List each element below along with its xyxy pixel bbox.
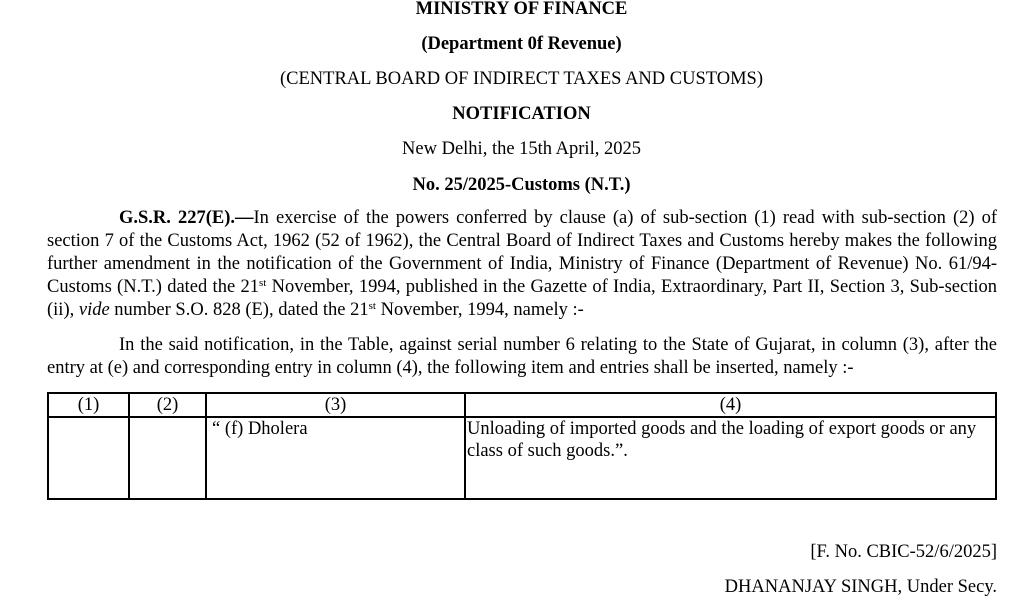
- cell-serial: [48, 417, 129, 499]
- cell-purpose: Unloading of imported goods and the loading of export goods or any class of such goods.”.: [465, 417, 996, 499]
- paragraph-1-text-d: November, 1994, namely :-: [375, 300, 584, 320]
- paragraph-1-text-b: November, 1994, published in the Gazette of India, Extraordinary, Part II, Section 3, Sub-section (ii),: [47, 277, 997, 320]
- table-header-row: [48, 393, 996, 417]
- cell-item: “ (f) Dholera: [206, 417, 465, 499]
- signatory: DHANANJAY SINGH, Under Secy.: [724, 577, 997, 597]
- ministry-heading: MINISTRY OF FINANCE: [415, 0, 628, 19]
- column-header-3: (3): [206, 393, 465, 417]
- paragraph-2: [47, 334, 997, 380]
- paragraph-1: [47, 207, 997, 322]
- paragraph-1-text-a: In exercise of the powers conferred by clause (a) of sub-section (1) read with sub-section (2) of section 7 of the Customs Act, 1962 (52 of 1962), the Central Board of Indirect Taxes and Customs hereby makes the following further amendment in the notification of the Government of India, Ministry of Finance (Department of Revenue) No. 61/94-Customs (N.T.) dated the 21: [47, 208, 998, 297]
- cell-state: [129, 417, 206, 499]
- file-number: [F. No. CBIC-52/6/2025]: [810, 542, 997, 562]
- department-heading: (Department 0f Revenue): [421, 34, 622, 54]
- vide-word: vide: [78, 300, 110, 320]
- column-header-1: (1): [48, 393, 129, 417]
- ordinal-suffix-1: st: [258, 277, 267, 289]
- board-heading: (CENTRAL BOARD OF INDIRECT TAXES AND CUSTOMS): [280, 69, 763, 89]
- gsr-reference: G.S.R. 227(E).—: [119, 208, 254, 228]
- paragraph-2-text: In the said notification, in the Table, against serial number 6 relating to the State of Gujarat, in column (3), after the entry at (e) and corresponding entry in column (4), the following item and entries shall be inserted, namely :-: [47, 335, 997, 378]
- paragraph-1-text-c: number S.O. 828 (E), dated the 21: [109, 300, 369, 320]
- place-date: New Delhi, the 15th April, 2025: [402, 139, 641, 159]
- ordinal-suffix-2: st: [368, 300, 376, 312]
- column-header-2: (2): [129, 393, 206, 417]
- table-row: [48, 417, 996, 499]
- notification-title: NOTIFICATION: [452, 104, 591, 124]
- amendment-table: [47, 392, 997, 500]
- notification-number: No. 25/2025-Customs (N.T.): [412, 175, 631, 195]
- column-header-4: (4): [465, 393, 996, 417]
